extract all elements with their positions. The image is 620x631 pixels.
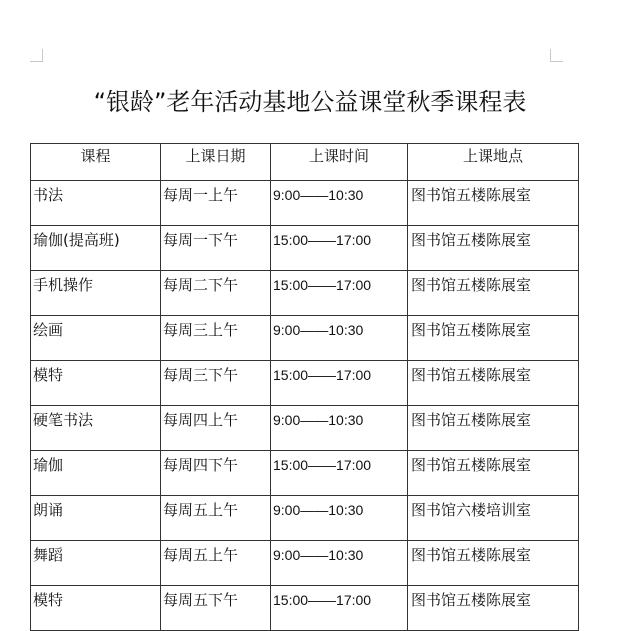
date-cell: 每周一上午: [161, 181, 271, 226]
location-cell: 图书馆五楼陈展室: [408, 586, 579, 631]
table-row: [31, 586, 579, 631]
page-corner-mark-top-right: [550, 49, 563, 62]
table-row: [31, 181, 579, 226]
schedule-table: [30, 143, 579, 631]
date-cell: 每周四下午: [161, 451, 271, 496]
location-cell: 图书馆五楼陈展室: [408, 316, 579, 361]
header-course: 课程: [31, 144, 161, 181]
course-cell: 朗诵: [31, 496, 161, 541]
header-location: 上课地点: [408, 144, 579, 181]
date-cell: 每周三上午: [161, 316, 271, 361]
date-cell: 每周三下午: [161, 361, 271, 406]
table-row: [31, 406, 579, 451]
table-row: [31, 496, 579, 541]
location-cell: 图书馆五楼陈展室: [408, 226, 579, 271]
date-cell: 每周四上午: [161, 406, 271, 451]
course-cell: 舞蹈: [31, 541, 161, 586]
date-cell: 每周二下午: [161, 271, 271, 316]
location-cell: 图书馆五楼陈展室: [408, 541, 579, 586]
time-cell: 15:00——17:00: [271, 271, 408, 316]
table-header-row: [31, 144, 579, 181]
time-cell: 9:00——10:30: [271, 496, 408, 541]
table-row: [31, 451, 579, 496]
document-title: “银龄”老年活动基地公益课堂秋季课程表: [93, 88, 527, 116]
location-cell: 图书馆五楼陈展室: [408, 271, 579, 316]
table-row: [31, 271, 579, 316]
course-cell: 手机操作: [31, 271, 161, 316]
date-cell: 每周五上午: [161, 496, 271, 541]
table-row: [31, 541, 579, 586]
time-cell: 9:00——10:30: [271, 406, 408, 451]
time-cell: 9:00——10:30: [271, 316, 408, 361]
header-date: 上课日期: [161, 144, 271, 181]
course-cell: 硬笔书法: [31, 406, 161, 451]
date-cell: 每周五上午: [161, 541, 271, 586]
table-row: [31, 316, 579, 361]
course-cell: 绘画: [31, 316, 161, 361]
date-cell: 每周五下午: [161, 586, 271, 631]
location-cell: 图书馆六楼培训室: [408, 496, 579, 541]
time-cell: 9:00——10:30: [271, 181, 408, 226]
course-cell: 模特: [31, 361, 161, 406]
time-cell: 9:00——10:30: [271, 541, 408, 586]
header-time: 上课时间: [271, 144, 408, 181]
time-cell: 15:00——17:00: [271, 451, 408, 496]
page-corner-mark-top-left: [30, 49, 43, 62]
time-cell: 15:00——17:00: [271, 361, 408, 406]
course-cell: 瑜伽(提高班): [31, 226, 161, 271]
table-row: [31, 226, 579, 271]
time-cell: 15:00——17:00: [271, 586, 408, 631]
location-cell: 图书馆五楼陈展室: [408, 181, 579, 226]
location-cell: 图书馆五楼陈展室: [408, 406, 579, 451]
location-cell: 图书馆五楼陈展室: [408, 361, 579, 406]
table-row: [31, 361, 579, 406]
course-cell: 书法: [31, 181, 161, 226]
location-cell: 图书馆五楼陈展室: [408, 451, 579, 496]
time-cell: 15:00——17:00: [271, 226, 408, 271]
schedule-table-container: [30, 143, 578, 609]
course-cell: 瑜伽: [31, 451, 161, 496]
date-cell: 每周一下午: [161, 226, 271, 271]
course-cell: 模特: [31, 586, 161, 631]
